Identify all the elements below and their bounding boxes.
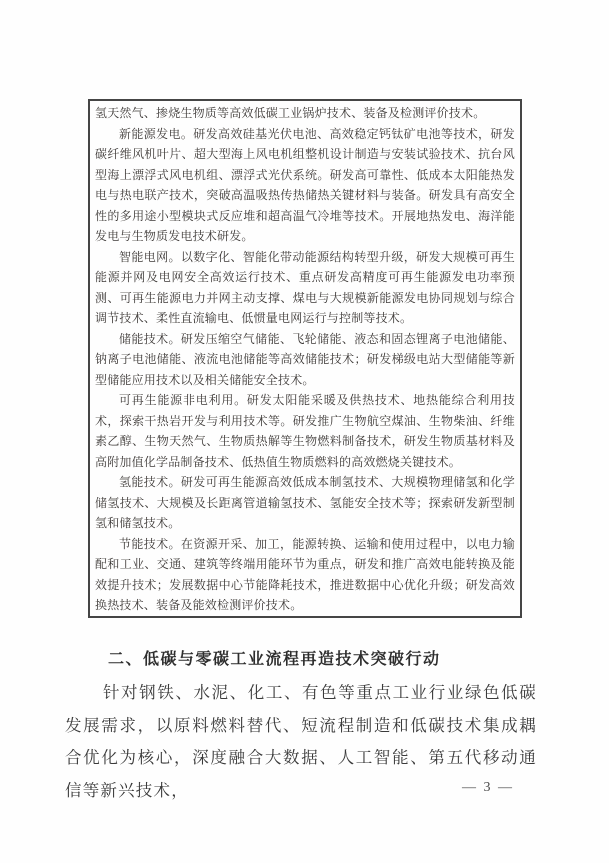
boxed-technology-section: [88, 99, 522, 618]
boxed-lead-line: 氢天然气、掺烧生物质等高效低碳工业锅炉技术、装备及检测评价技术。: [95, 106, 486, 120]
paragraph-smart-grid: 智能电网。以数字化、智能化带动能源结构转型升级，研发大规模可再生能源并网及电网安全高效运行技术、重点研发高精度可再生能源发电功率预测、可再生能源电力并网主动支撑、煤电与大规模新能源发电协同规划与综合调节技术、柔性直流输电、低惯量电网运行与控制等技术。: [95, 249, 515, 325]
paragraph-energy-storage: 储能技术。研发压缩空气储能、飞轮储能、液态和固态锂离子电池储能、钠离子电池储能、液流电池储能等高效储能技术；研发梯级电站大型储能等新型储能应用技术以及相关储能安全技术。: [95, 331, 515, 387]
paragraph-energy-saving-technology: 节能技术。在资源开采、加工，能源转换、运输和使用过程中，以电力输配和工业、交通、建筑等终端用能环节为重点，研发和推广高效电能转换及能效提升技术；发展数据中心节能降耗技术，推进数据中心优化升级；研发高效换热技术、装备及能效检测评价技术。: [95, 536, 515, 612]
page-number: — 3 —: [462, 780, 514, 795]
section-heading: 二、低碳与零碳工业流程再造技术突破行动: [108, 651, 441, 668]
paragraph-hydrogen-technology: 氢能技术。研发可再生能源高效低成本制氢技术、大规模物理储氢和化学储氢技术、大规模及长距离管道输氢技术、氢能安全技术等；探索研发新型制氢和储氢技术。: [95, 475, 515, 530]
section-body-paragraph: 针对钢铁、水泥、化工、有色等重点工业行业绿色低碳发展需求，以原料燃料替代、短流程制造和低碳技术集成耦合优化为核心，深度融合大数据、人工智能、第五代移动通信等新兴技术，: [65, 683, 537, 800]
paragraph-renewable-non-electric-use: 可再生能源非电利用。研发太阳能采暖及供热技术、地热能综合利用技术，探索干热岩开发与利用技术等。研发推广生物航空煤油、生物柴油、纤维素乙醇、生物天然气、生物质热解等生物燃料制备技术，研发生物质基材料及高附加值化学品制备技术、低热值生物质燃料的高效燃烧关键技术。: [95, 393, 515, 469]
paragraph-new-energy-power: 新能源发电。研发高效硅基光伏电池、高效稳定钙钛矿电池等技术，研发碳纤维风机叶片、超大型海上风电机组整机设计制造与安装试验技术、抗台风型海上漂浮式风电机组、漂浮式光伏系统。研发高可靠性、低成本太阳能热发电与热电联产技术，突破高温吸热传热储热关键材料与装备。研发具有高安全性的多用途小型模块式反应堆和超高温气冷堆等技术。开展地热发电、海洋能发电与生物质发电技术研发。: [95, 126, 515, 243]
